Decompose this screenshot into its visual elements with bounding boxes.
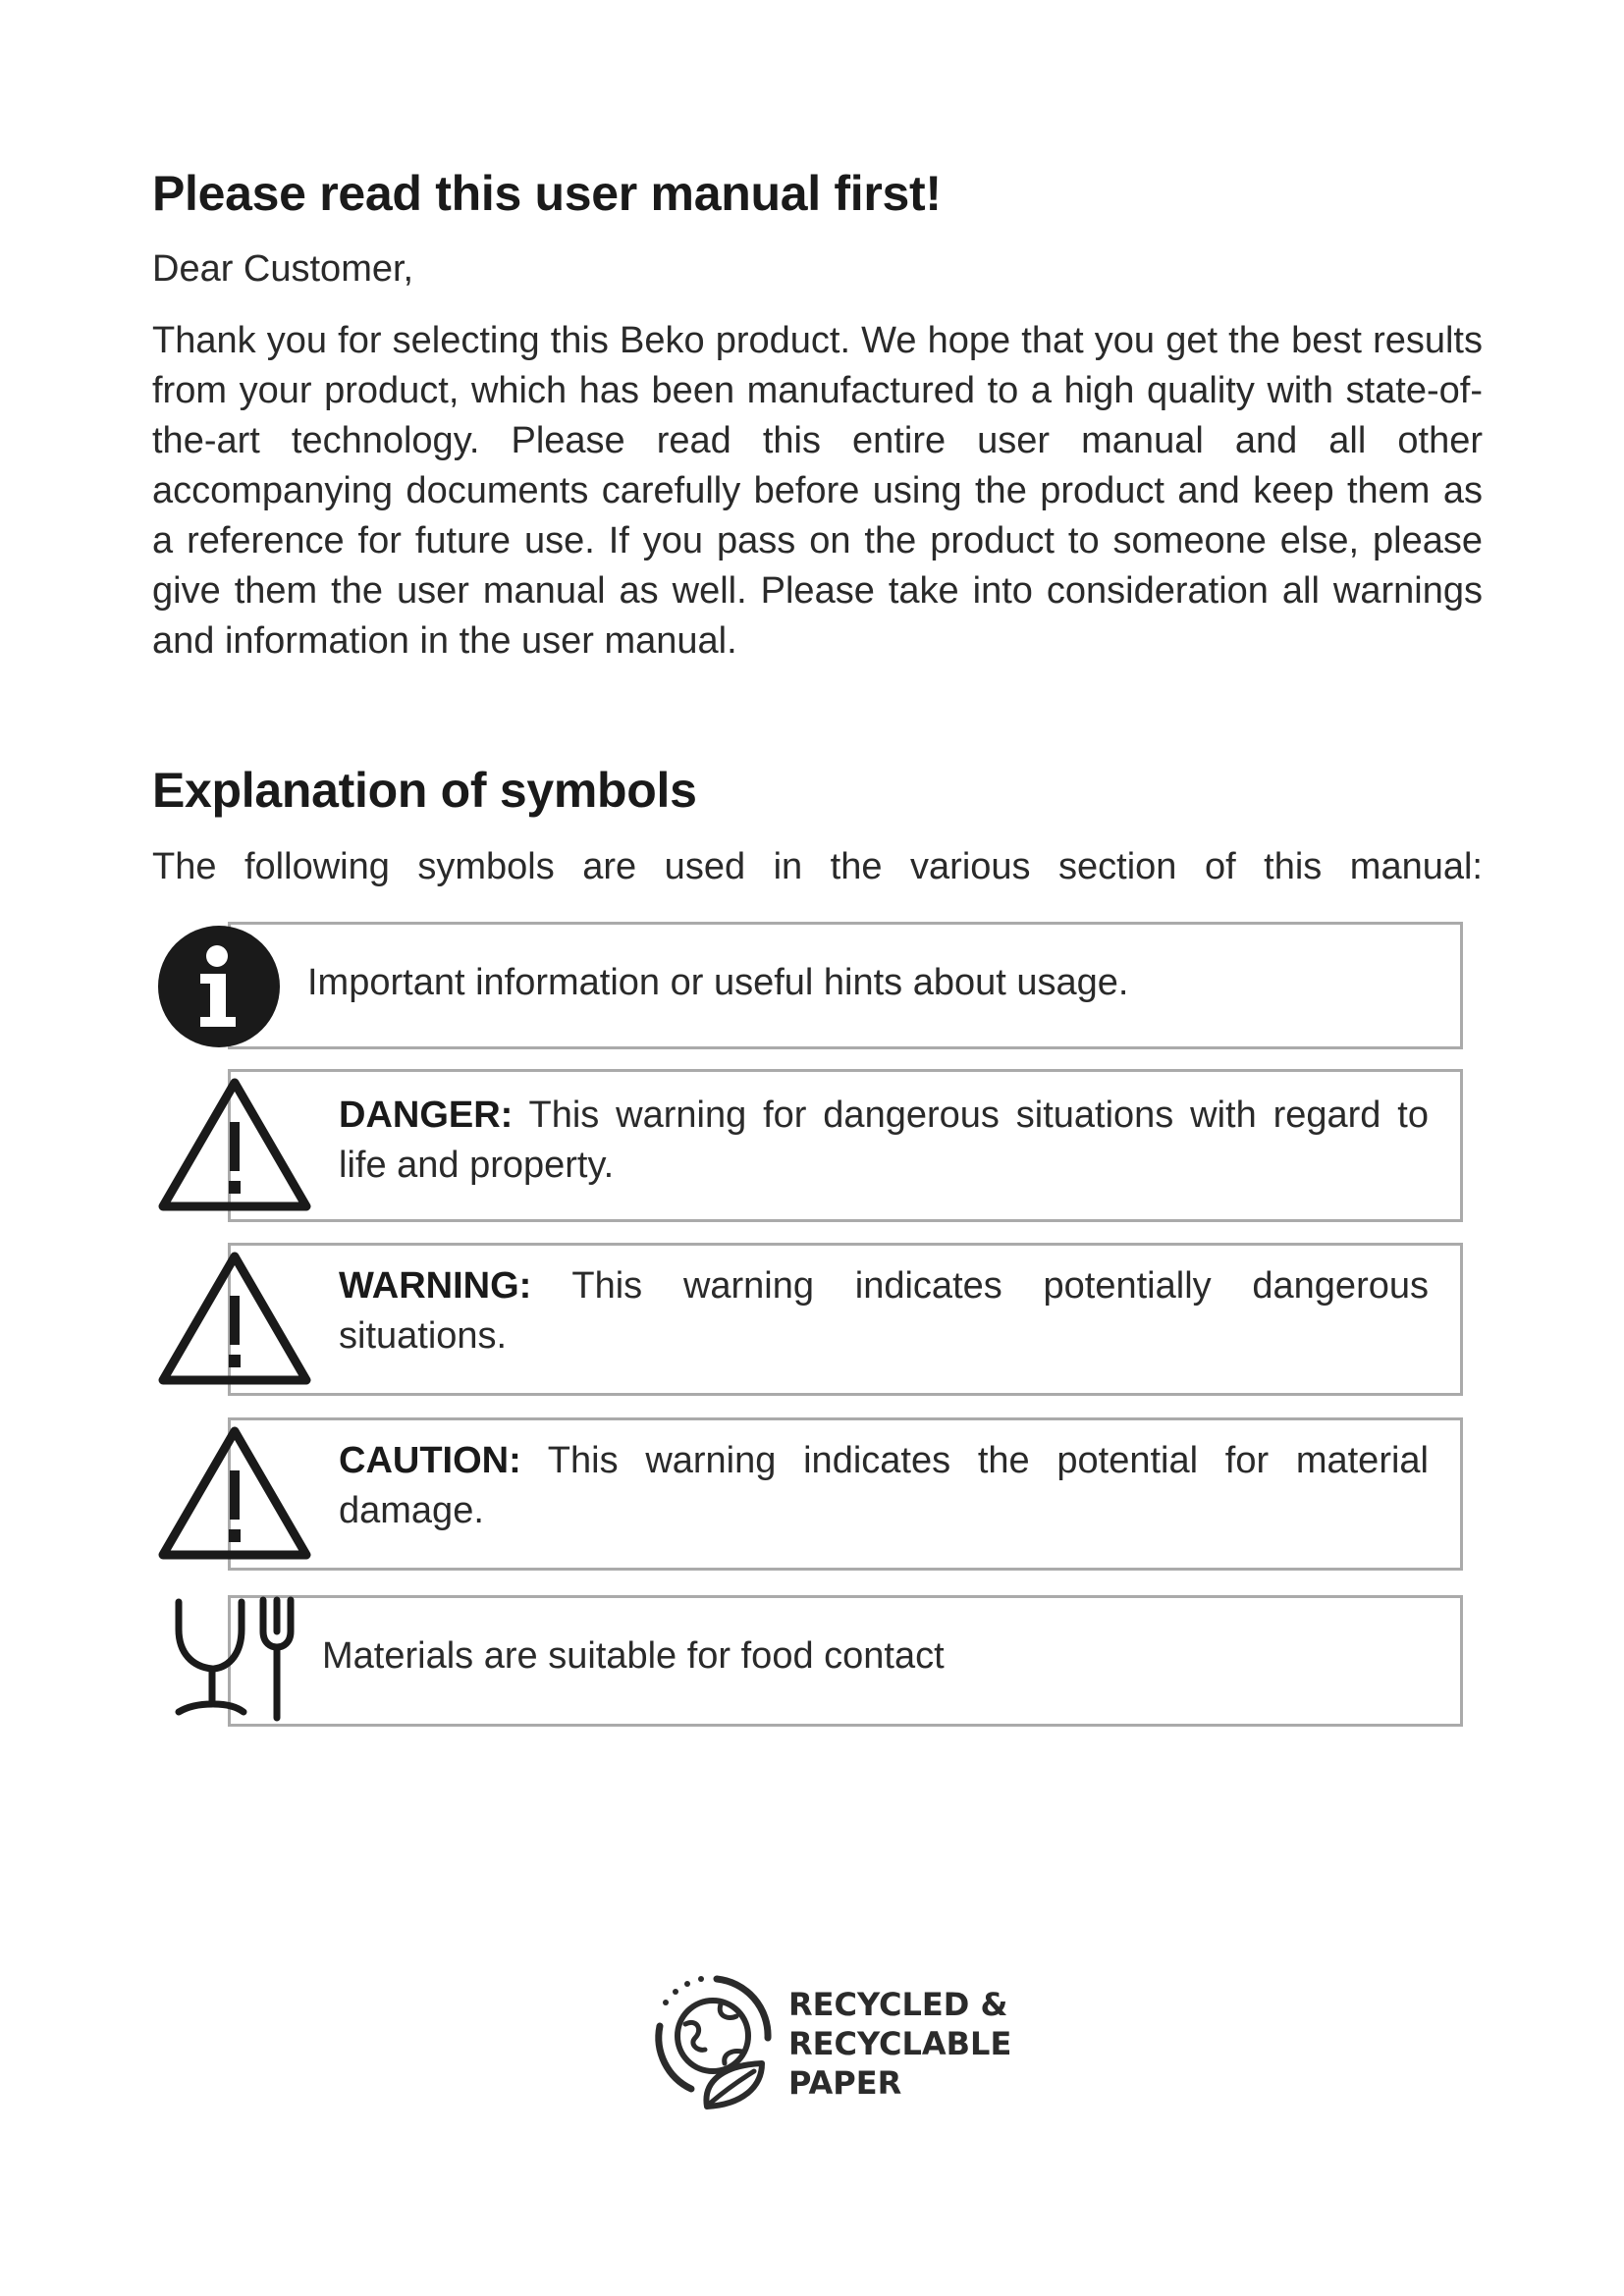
page-title: Please read this user manual first! xyxy=(152,166,942,221)
symbols-heading: Explanation of symbols xyxy=(152,763,697,818)
caution-description: This warning indicates the potential for material damage. xyxy=(339,1440,1429,1531)
danger-description: This warning for dangerous situations with regard to life and property. xyxy=(339,1095,1429,1186)
greeting: Dear Customer, xyxy=(152,248,414,290)
danger-label: DANGER: xyxy=(339,1095,514,1136)
food-contact-icon xyxy=(169,1596,297,1722)
warning-label: WARNING: xyxy=(339,1265,532,1307)
symbol-caution-text xyxy=(339,1436,1429,1536)
warning-triangle-icon xyxy=(157,1249,312,1388)
warning-triangle-icon xyxy=(157,1423,312,1563)
symbols-intro: The following symbols are used in the various section of this manual: xyxy=(152,846,1483,887)
caution-label: CAUTION: xyxy=(339,1440,521,1481)
logo-line-1: RECYCLED & xyxy=(788,1986,1008,2023)
symbol-warning-text xyxy=(339,1261,1429,1362)
warning-description: This warning indicates potentially dangerous situations. xyxy=(339,1265,1429,1357)
symbol-info-text: Important information or useful hints about usage. xyxy=(307,962,1129,1003)
recycled-paper-logo-text xyxy=(788,1985,1011,2103)
logo-line-2: RECYCLABLE xyxy=(788,2025,1012,2062)
intro-paragraph: Thank you for selecting this Beko product. We hope that you get the best results from your product, which has been manufactured to a high quality with state-of-the-art technology. Please read this entire user manual and all other accompanying documents carefully before using the product and keep them as a reference for future use. If you pass on the product to someone else, please give them the user manual as well. Please take into consideration all warnings and information in the user manual. xyxy=(152,320,1483,662)
logo-line-3: PAPER xyxy=(788,2064,902,2102)
symbol-danger-text xyxy=(339,1091,1429,1191)
info-icon xyxy=(157,925,281,1048)
warning-triangle-icon xyxy=(157,1075,312,1214)
symbol-food-contact-text: Materials are suitable for food contact xyxy=(322,1635,945,1677)
recycled-globe-leaf-icon xyxy=(652,1973,774,2112)
